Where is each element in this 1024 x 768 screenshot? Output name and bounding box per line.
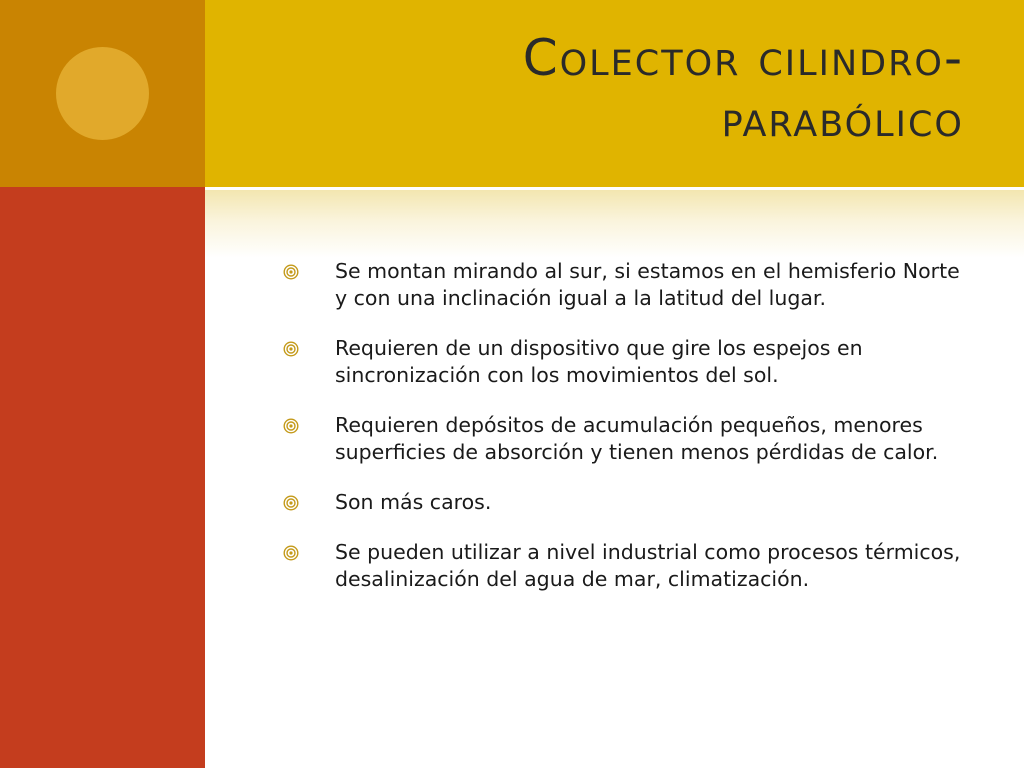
bullet-text: Se montan mirando al sur, si estamos en el hemisferio Norte y con una inclinación igual a la latitud del lugar. bbox=[335, 259, 960, 310]
bullet-item bbox=[283, 489, 973, 516]
bullet-text: Son más caros. bbox=[335, 490, 492, 514]
bullet-item bbox=[283, 412, 973, 466]
bullet-item bbox=[283, 258, 973, 312]
bullet-text: Requieren de un dispositivo que gire los espejos en sincronización con los movimientos del sol. bbox=[335, 336, 863, 387]
title-band bbox=[205, 0, 1024, 187]
title-gradient-band bbox=[205, 190, 1024, 258]
slide-title: Colector cilindro-parabólico bbox=[522, 29, 964, 148]
bullet-list bbox=[283, 258, 973, 616]
corner-block bbox=[0, 0, 205, 187]
bullet-text: Requieren depósitos de acumulación pequeños, menores superficies de absorción y tienen menos pérdidas de calor. bbox=[335, 413, 939, 464]
bullet-item bbox=[283, 335, 973, 389]
left-accent-bar bbox=[0, 187, 205, 768]
bullet-text: Se pueden utilizar a nivel industrial como procesos térmicos, desalinización del agua de mar, climatización. bbox=[335, 540, 961, 591]
concentric-circle-bullet-icon bbox=[283, 495, 299, 511]
concentric-circle-bullet-icon bbox=[283, 341, 299, 357]
bullet-item bbox=[283, 539, 973, 593]
concentric-circle-bullet-icon bbox=[283, 418, 299, 434]
concentric-circle-bullet-icon bbox=[283, 264, 299, 280]
concentric-circle-bullet-icon bbox=[283, 545, 299, 561]
decorative-circle bbox=[56, 47, 149, 140]
